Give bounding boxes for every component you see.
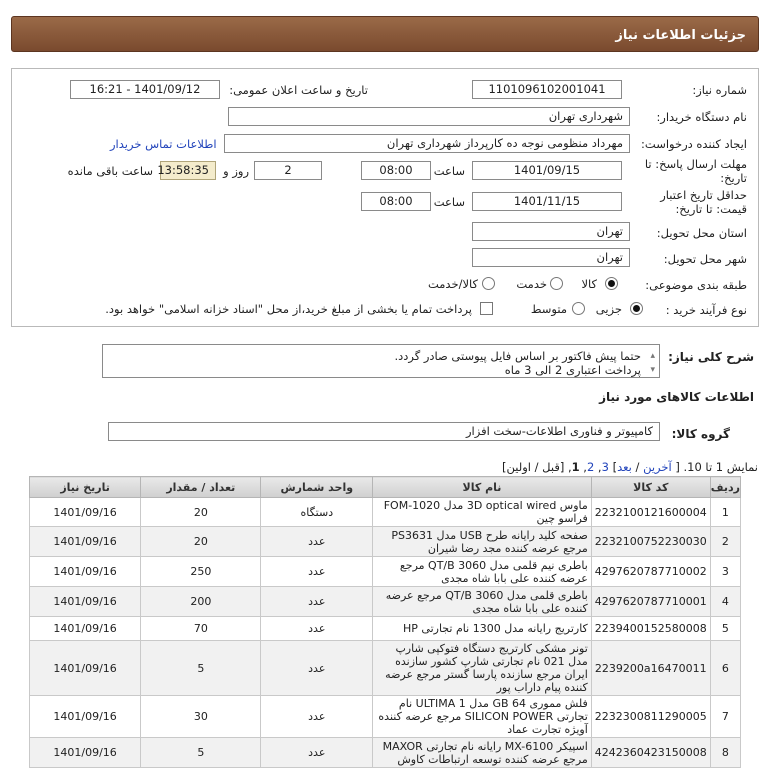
col-header-name: نام کالا (373, 477, 592, 498)
category-option-both: کالا/خدمت (427, 277, 478, 291)
row-number-cell: 6 (710, 641, 740, 696)
pager-bracket: [ (675, 460, 680, 474)
name-cell: ماوس 3D optical wired مدل FOM-1020 فراسو چین (373, 498, 592, 527)
pager-last-link[interactable]: آخرین (643, 460, 672, 474)
row-number-cell: 4 (710, 587, 740, 617)
description-line-2: پرداخت اعتباری 2 الی 3 ماه (504, 363, 641, 377)
row-number-cell: 5 (710, 617, 740, 641)
creator-field: مهرداد منظومی نوجه ده کارپرداز شهرداری تهران (224, 134, 630, 153)
date-cell: 1401/09/16 (30, 587, 141, 617)
pager-range-text: نمایش 1 تا 10. (683, 460, 758, 474)
goods-group-label: گروه کالا: (671, 427, 730, 441)
deadline-time-field: 08:00 (361, 161, 431, 180)
process-radio-medium[interactable] (572, 302, 585, 315)
page-title: جزئیات اطلاعات نیاز (615, 28, 746, 43)
code-cell: 2232100121600004 (591, 498, 710, 527)
row-number-cell: 1 (710, 498, 740, 527)
process-option-minor: جزیی (595, 302, 622, 316)
deadline-label-2: تاریخ: (720, 171, 747, 185)
table-row[interactable] (30, 587, 741, 617)
buyer-label: نام دستگاه خریدار: (656, 110, 747, 124)
description-label: شرح کلی نیاز: (668, 350, 754, 364)
table-row[interactable] (30, 617, 741, 641)
validity-time-field: 08:00 (361, 192, 431, 211)
deadline-label-1: مهلت ارسال پاسخ: تا (644, 157, 747, 171)
date-cell: 1401/09/16 (30, 641, 141, 696)
description-field (102, 344, 660, 378)
description-line-1: حتما پیش فاکتور بر اساس فایل پیوستی صادر گردد. (394, 349, 641, 363)
qty-cell: 30 (141, 696, 261, 738)
remaining-label: ساعت باقی مانده (67, 164, 153, 178)
creator-label: ایجاد کننده درخواست: (641, 137, 747, 151)
pagination: نمایش 1 تا 10. [ آخرین / بعد] 3, 2, 1, [قبل / اولین] (502, 460, 758, 474)
row-number-cell: 7 (710, 696, 740, 738)
name-cell: باطری قلمی مدل QT/B 3060 مرجع عرضه کننده علی بابا شاه مجدی (373, 587, 592, 617)
deadline-time-label: ساعت (433, 164, 465, 178)
table-row[interactable] (30, 696, 741, 738)
process-option-medium: متوسط (530, 302, 567, 316)
unit-cell: عدد (261, 557, 373, 587)
col-header-date: تاریخ نیاز (30, 477, 141, 498)
table-row[interactable] (30, 738, 741, 768)
category-option-goods: کالا (581, 277, 597, 291)
name-cell: کارتریج رایانه مدل 1300 نام تجارتی HP (373, 617, 592, 641)
name-cell: باطری نیم قلمی مدل QT/B 3060 مرجع عرضه کننده علی بابا شاه مجدی (373, 557, 592, 587)
table-row[interactable] (30, 498, 741, 527)
category-radio-both[interactable] (482, 277, 495, 290)
code-cell: 2239200a16470011 (591, 641, 710, 696)
pager-bracket-close: ] (612, 460, 618, 474)
validity-time-label: ساعت (433, 195, 465, 209)
qty-cell: 70 (141, 617, 261, 641)
city-field: تهران (472, 248, 630, 267)
pager-page-2[interactable]: 2 (586, 460, 595, 474)
code-cell: 2232100752230030 (591, 527, 710, 557)
qty-cell: 200 (141, 587, 261, 617)
col-header-code: کد کالا (591, 477, 710, 498)
remaining-time-field: 13:58:35 (160, 161, 216, 180)
need-number-label: شماره نیاز: (692, 83, 747, 97)
date-cell: 1401/09/16 (30, 498, 141, 527)
code-cell: 4297620787710001 (591, 587, 710, 617)
col-header-row-no: ردیف (710, 477, 740, 498)
process-label: نوع فرآیند خرید : (665, 303, 747, 317)
qty-cell: 250 (141, 557, 261, 587)
code-cell: 2232300811290005 (591, 696, 710, 738)
announce-label: تاریخ و ساعت اعلان عمومی: (229, 83, 368, 97)
buyer-field: شهرداری تهران (228, 107, 630, 126)
code-cell: 4242360423150008 (591, 738, 710, 768)
code-cell: 2239400152580008 (591, 617, 710, 641)
pager-separator: / (635, 460, 640, 474)
goods-table (29, 476, 741, 768)
row-number-cell: 8 (710, 738, 740, 768)
pager-page-3[interactable]: 3 (601, 460, 609, 474)
goods-group-field: کامپیوتر و فناوری اطلاعات-سخت افزار (108, 422, 660, 441)
unit-cell: عدد (261, 587, 373, 617)
row-number-cell: 3 (710, 557, 740, 587)
validity-label-1: حداقل تاریخ اعتبار (660, 188, 747, 202)
announce-field: 1401/09/12 - 16:21 (70, 80, 220, 99)
treasury-payment-note: پرداخت تمام یا بخشی از مبلغ خرید،از محل "اسناد خزانه اسلامی" خواهد بود. (105, 302, 472, 316)
unit-cell: عدد (261, 527, 373, 557)
name-cell: فلش مموری 64 GB مدل ULTIMA 1 نام تجارتی SILICON POWER مرجع عرضه کننده آویژه تجارت عماد (373, 696, 592, 738)
pager-next-link[interactable]: بعد (617, 460, 632, 474)
pager-current-page: 1 (571, 460, 580, 474)
category-radio-service[interactable] (550, 277, 563, 290)
unit-cell: عدد (261, 617, 373, 641)
table-header-row (30, 477, 741, 498)
table-row[interactable] (30, 641, 741, 696)
unit-cell: دستگاه (261, 498, 373, 527)
col-header-qty: تعداد / مقدار (141, 477, 261, 498)
province-field: تهران (472, 222, 630, 241)
date-cell: 1401/09/16 (30, 527, 141, 557)
process-radio-minor[interactable] (630, 302, 643, 315)
deadline-date-field: 1401/09/15 (472, 161, 622, 180)
qty-cell: 20 (141, 527, 261, 557)
date-cell: 1401/09/16 (30, 738, 141, 768)
col-header-unit: واحد شمارش (261, 477, 373, 498)
date-cell: 1401/09/16 (30, 617, 141, 641)
qty-cell: 20 (141, 498, 261, 527)
name-cell: اسپیکر MX-6100 رایانه نام تجارتی MAXOR مرجع عرضه کننده توسعه ارتباطات کاوش (373, 738, 592, 768)
table-row[interactable] (30, 527, 741, 557)
table-row[interactable] (30, 557, 741, 587)
days-label: روز و (223, 164, 249, 178)
city-label: شهر محل تحویل: (663, 252, 747, 266)
date-cell: 1401/09/16 (30, 696, 141, 738)
unit-cell: عدد (261, 738, 373, 768)
buyer-contact-link[interactable]: اطلاعات تماس خریدار (110, 137, 217, 151)
treasury-payment-checkbox[interactable] (480, 302, 493, 315)
qty-cell: 5 (141, 738, 261, 768)
days-field: 2 (254, 161, 322, 180)
pager-prev-first: [قبل / اولین] (502, 460, 565, 474)
page-title-bar (11, 16, 759, 52)
row-number-cell: 2 (710, 527, 740, 557)
validity-date-field: 1401/11/15 (472, 192, 622, 211)
category-radio-goods[interactable] (605, 277, 618, 290)
qty-cell: 5 (141, 641, 261, 696)
name-cell: تونر مشکی کارتریج دستگاه فتوکپی شارپ مدل 021 نام تجارتی شارپ کشور سازنده ایران مرجع سازنده پارسا گستر مرجع عرضه کننده پیام داراب پور (373, 641, 592, 696)
category-label: طبقه بندی موضوعی: (645, 278, 747, 292)
validity-label-2: قیمت: تا تاریخ: (675, 202, 747, 216)
code-cell: 4297620787710002 (591, 557, 710, 587)
unit-cell: عدد (261, 641, 373, 696)
date-cell: 1401/09/16 (30, 557, 141, 587)
resize-handle-icon[interactable]: ▴ ▾ (650, 351, 655, 375)
goods-section-title: اطلاعات کالاهای مورد نیاز (599, 390, 754, 404)
province-label: استان محل تحویل: (656, 226, 747, 240)
unit-cell: عدد (261, 696, 373, 738)
name-cell: صفحه کلید رایانه طرح USB مدل PS3631 مرجع عرضه کننده مجد رضا شیران (373, 527, 592, 557)
need-number-field: 1101096102001041 (472, 80, 622, 99)
category-option-service: خدمت (516, 277, 547, 291)
